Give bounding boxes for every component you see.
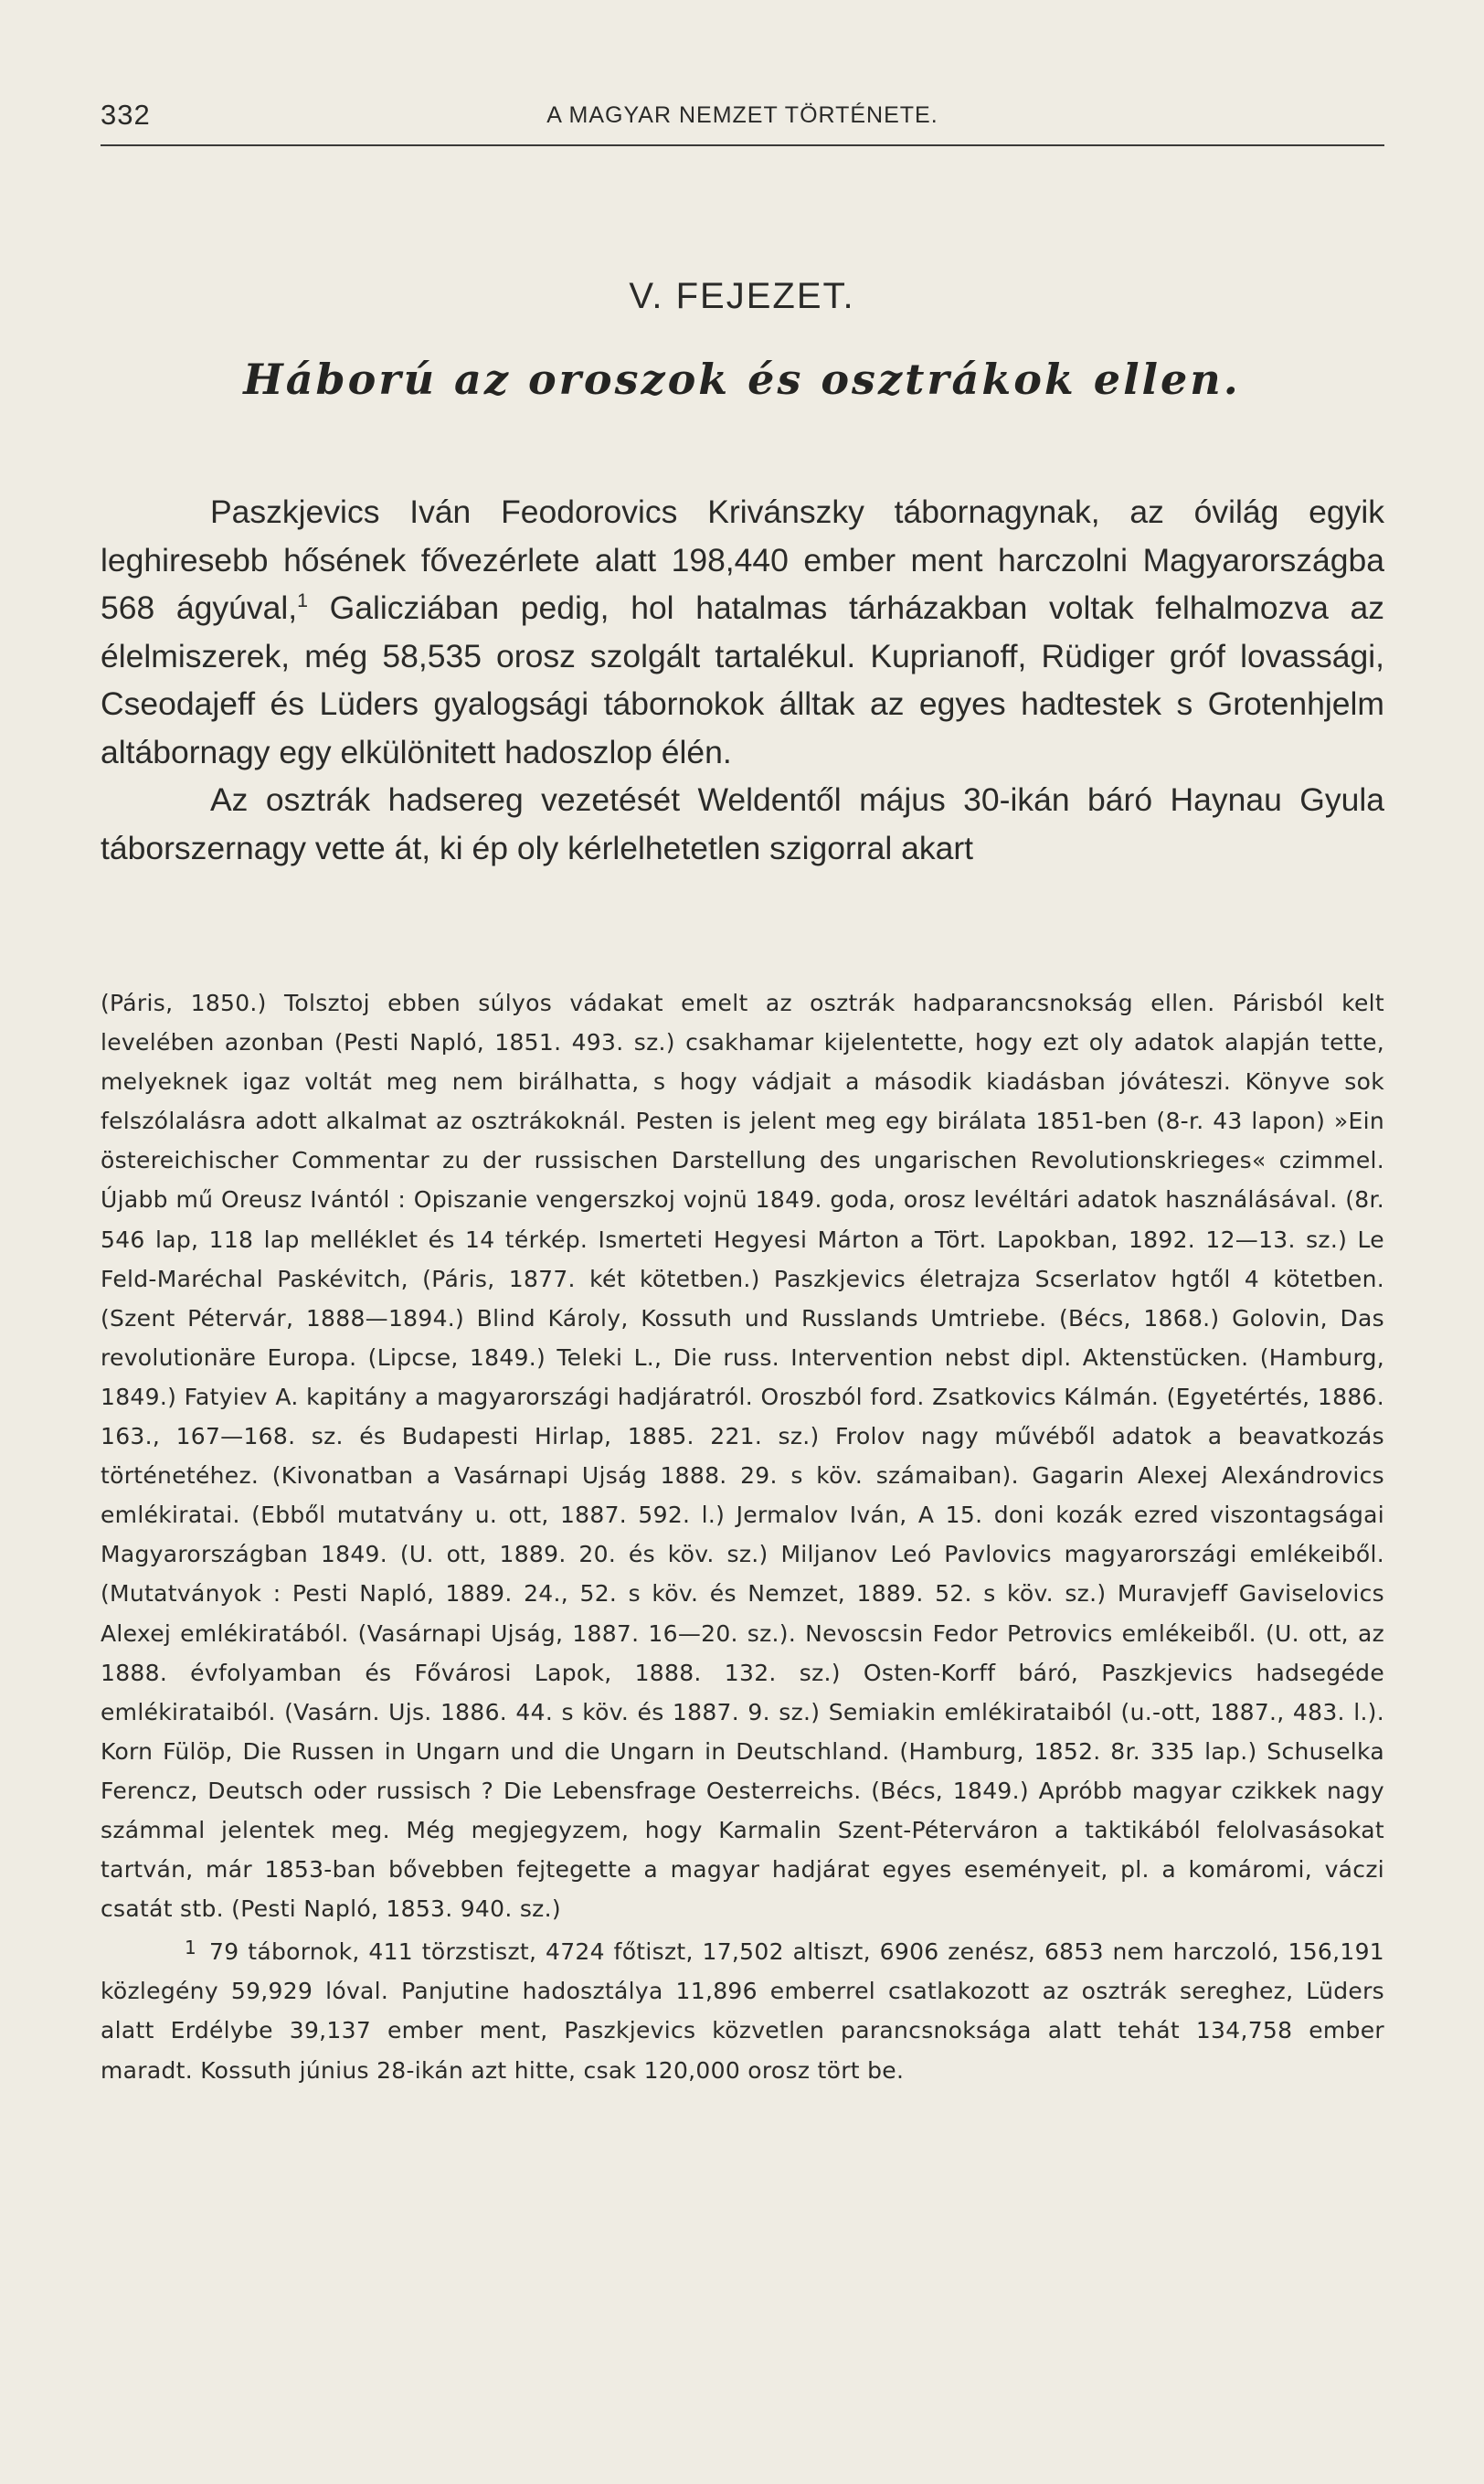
body-text (101, 488, 1384, 872)
paragraph-1-end: Galicziában pedig, hol hatalmas tárházakban voltak felhalmozva az élelmiszerek, még 58,535 orosz szolgált tartalékul. Kuprianoff, Rüdiger gróf lovassági, Cseodajeff és Lüders gyalogsági tábornokok álltak az egyes hadtestek s Grotenhjelm altábornagy egy elkülönitett hadoszlop élén. (101, 589, 1384, 770)
paragraph-1-start: Paszkjevics Iván Feodorovics Krivánszky tábornagynak, az óvilág egyik leghiresebb hősének fővezérlete alatt 198,440 ember ment harczolni Magyarországba 568 ágyúval, (101, 494, 1384, 626)
paragraph-1 (101, 488, 1384, 776)
footnote-1-marker: 1 (185, 1937, 197, 1959)
running-header (101, 99, 1384, 146)
footnote-reference: 1 (297, 589, 308, 612)
footnote-1 (101, 1928, 1384, 2089)
running-title: A MAGYAR NEMZET TÖRTÉNETE. (546, 102, 938, 128)
footnotes (101, 983, 1384, 2090)
chapter-title: Háború az oroszok és osztrákok ellen. (243, 355, 1241, 404)
page-number: 332 (101, 99, 151, 131)
chapter-label: V. FEJEZET. (629, 276, 855, 316)
footnote-continued: (Páris, 1850.) Tolsztoj ebben súlyos vádakat emelt az osztrák hadparancsnokság ellen. Párisból kelt levelében azonban (Pesti Napló, 1851. 493. sz.) csakhamar kijelentette, hogy ezt oly adatok alapján tette, melyeknek igaz voltát meg nem birálhatta, s hogy vádjait a második kiadásban jóváteszi. Könyve sok felszólalásra adott alkalmat az osztrákoknál. Pesten is jelent meg egy birálata 1851-ben (8-r. 43 lapon) »Ein östereichischer Commentar zu der russischen Darstellung des ungarischen Revolutionskrieges« czimmel. Újabb mű Oreusz Ivántól : Opiszanie vengerszkoj vojnü 1849. goda, orosz levéltári adatok használásával. (8r. 546 lap, 118 lap melléklet és 14 térkép. Ismerteti Hegyesi Márton a Tört. Lapokban, 1892. 12—13. sz.) Le Feld-Maréchal Paskévitch, (Páris, 1877. két kötetben.) Paszkjevics életrajza Scserlatov hgtől 4 kötetben. (Szent Pétervár, 1888—1894.) Blind Károly, Kossuth und Russlands Umtriebe. (Bécs, 1868.) Golovin, Das revolutionäre Europa. (Lipcse, 1849.) Teleki L., Die russ. Intervention nebst dipl. Aktenstücken. (Hamburg, 1849.) Fatyiev A. kapitány a magyarországi hadjáratról. Oroszból ford. Zsatkovics Kálmán. (Egyetértés, 1886. 163., 167—168. sz. és Budapesti Hirlap, 1885. 221. sz.) Frolov nagy művéből adatok a beavatkozás történetéhez. (Kivonatban a Vasárnapi Ujság 1888. 29. s köv. számaiban). Gagarin Alexej Alexándrovics emlékiratai. (Ebből mutatvány u. ott, 1887. 592. l.) Jermalov Iván, A 15. doni kozák ezred viszontagságai Magyarországban 1849. (U. ott, 1889. 20. és köv. sz.) Miljanov Leó Pavlovics magyarországi emlékeiből. (Mutatványok : Pesti Napló, 1889. 24., 52. s köv. és Nemzet, 1889. 52. s köv. sz.) Muravjeff Gaviselovics Alexej emlékiratából. (Vasárnapi Ujság, 1887. 16—20. sz.). Nevoscsin Fedor Petrovics emlékeiből. (U. ott, az 1888. évfolyamban és Fővárosi Lapok, 1888. 132. sz.) Osten-Korff báró, Paszkjevics hadsegéde emlékirataiból. (Vasárn. Ujs. 1886. 44. s köv. és 1887. 9. sz.) Semiakin emlékirataiból (u.-ott, 1887., 483. l.). Korn Fülöp, Die Russen in Ungarn und die Ungarn in Deutschland. (Hamburg, 1852. 8r. 335 lap.) Schuselka Ferencz, Deutsch oder russisch ? Die Lebensfrage Oesterreichs. (Bécs, 1849.) Apróbb magyar czikkek nagy számmal jelentek meg. Még megjegyzem, hogy Karmalin Szent-Péterváron a taktikából felolvasásokat tartván, már 1853-ban bővebben fejtegette a magyar hadjárat egyes eseményeit, pl. a komáromi, váczi csatát stb. (Pesti Napló, 1853. 940. sz.) (101, 990, 1384, 1923)
footnote-1-text: 79 tábornok, 411 törzstiszt, 4724 főtiszt, 17,502 altiszt, 6906 zenész, 6853 nem harczoló, 156,191 közlegény 59,929 lóval. Panjutine hadosztálya 11,896 emberrel csatlakozott az osztrák sereghez, Lüders alatt Erdélybe 39,137 ember ment, Paszkjevics közvetlen parancsnoksága alatt tehát 134,758 ember maradt. Kossuth június 28-ikán azt hitte, csak 120,000 orosz tört be. (101, 1938, 1384, 2084)
paragraph-2: Az osztrák hadsereg vezetését Weldentől május 30-ikán báró Haynau Gyula táborszernagy vette át, ki ép oly kérlelhetetlen szigorral akart (101, 781, 1384, 866)
